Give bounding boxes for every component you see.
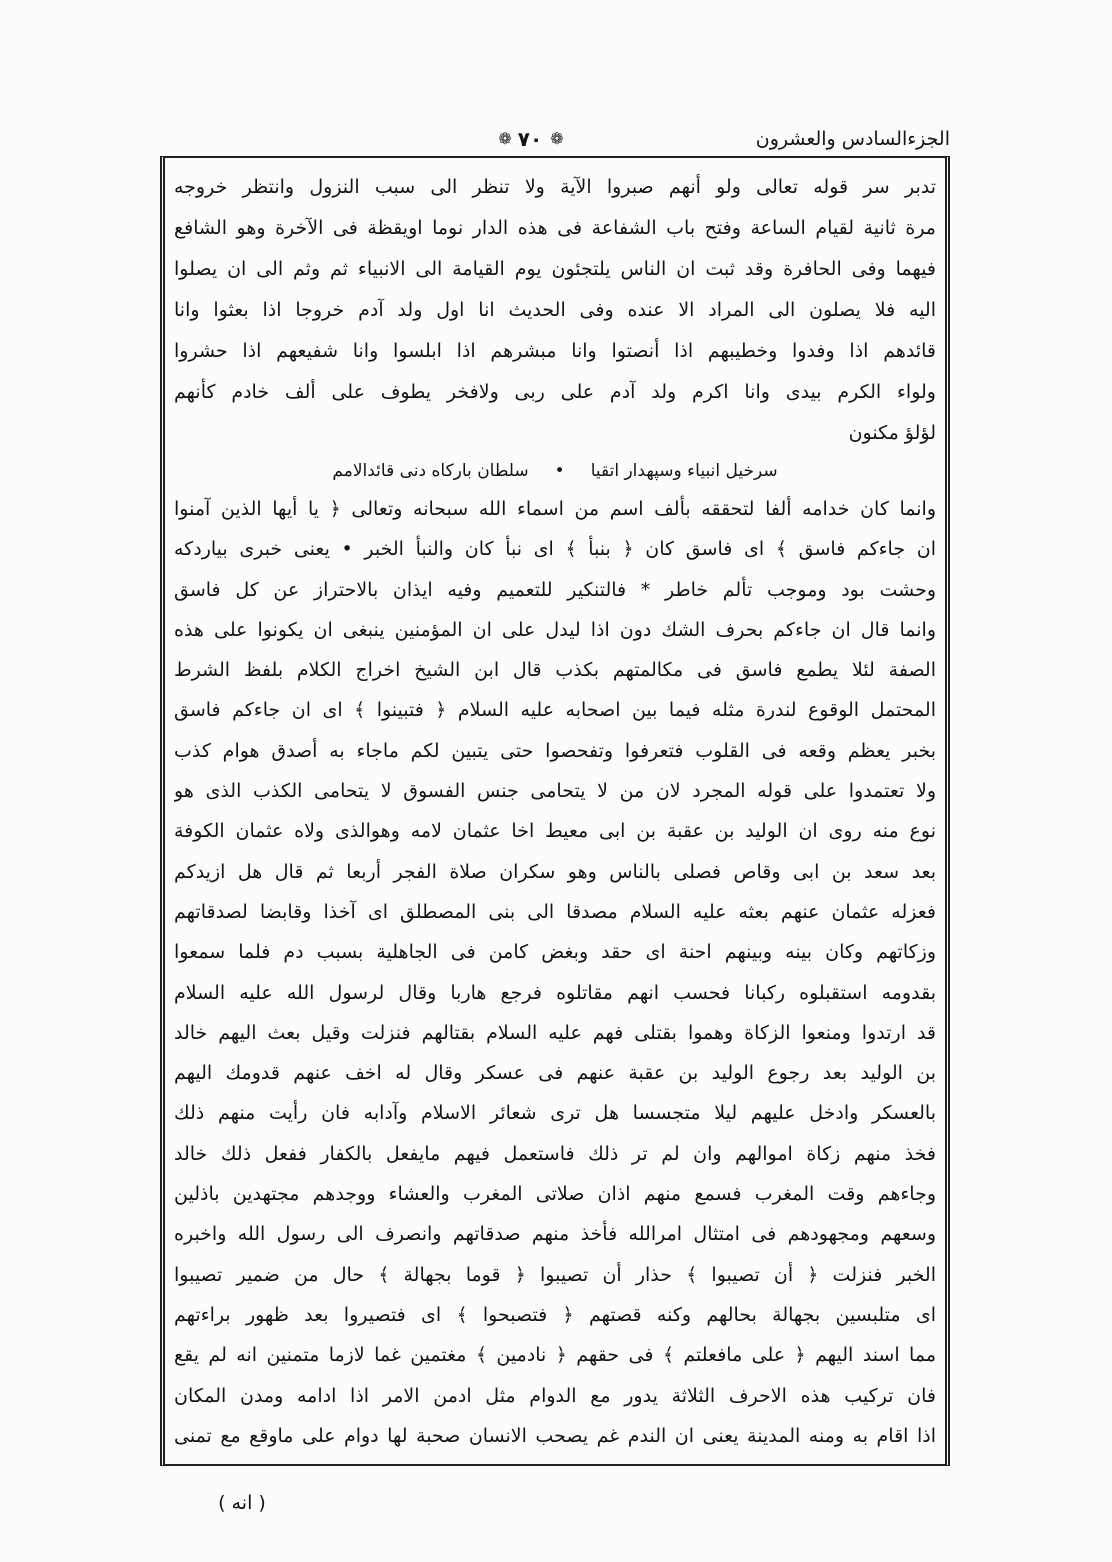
text-section-after-verse — [174, 489, 936, 1456]
verse-separator: • — [554, 461, 565, 481]
text-line: تدبر سر قوله تعالى ولو أنهم صبروا الآية ولا تنظر الى سبب النزول وانتظر خروجه — [174, 176, 936, 198]
page-number-group — [450, 124, 610, 154]
text-line: بالعسكر وادخل عليهم ليلا متجسسا هل ترى شعائر الاسلام وآدابه فان رأيت منهم ذلك — [174, 1102, 936, 1125]
text-line: بن الوليد بعد رجوع الوليد بن عقبة عنهم فى عسكر وقال له اخف عنهم قدومك اليهم — [174, 1062, 936, 1085]
page-number: ٧٠ — [517, 127, 543, 151]
text-line: وانما قال ان جاءكم بحرف الشك دون اذا ليدل على ان المؤمنين ينبغى ان يكونوا على هذه — [174, 618, 936, 641]
text-line: نوع منه روى ان الوليد بن عقبة بن ابى معيط اخا عثمان لامه وهوالذى ولاه عثمان الكوفة — [174, 820, 936, 843]
text-line: وانما كان خدامه ألفا لتحققه بألف اسم من اسماء الله سبحانه وتعالى ﴿ يا أيها الذين آمنوا — [174, 498, 936, 520]
text-line: وزكاتهم وكان بينه وبينهم احنة اى حقد وبغض كامن فى الجاهلية بسبب دم فلما سمعوا — [174, 941, 936, 964]
catchword: ( انه ) — [218, 1492, 266, 1514]
text-line: الصفة لئلا يطمع فاسق فى مكالمتهم بكذب قال ابن الشيخ اخراج الكلام بلفظ الشرط — [174, 659, 936, 682]
text-line: اى متلبسين بجهالة بحالهم وكنه قصتهم ﴿ فتصبحوا ﴾ اى فتصيروا بعد ظهور براءتهم — [174, 1303, 936, 1326]
text-line: المحتمل الوقوع لندرة مثله فيما بين اصحابه عليه السلام ﴿ فتبينوا ﴾ اى ان جاءكم فاسق — [174, 699, 936, 722]
text-line: ان جاءكم فاسق ﴾ اى فاسق كان ﴿ بنبأ ﴾ اى نبأ كان والنبأ الخبر • يعنى خبرى بياردكه — [174, 538, 936, 561]
text-line: بقدومه استقبلوه ركبانا فحسب انهم مقاتلوه فرجع هاربا وقال لرسول الله عليه السلام — [174, 981, 936, 1004]
text-line: بعد سعد بن ابى وقاص فصلى بالناس وهو سكران صلاة الفجر أربعا ثم قال هل ازيدكم — [174, 860, 936, 883]
text-line: الخبر فنزلت ﴿ أن تصيبوا ﴾ حذار أن تصيبوا ﴿ قوما بجهالة ﴾ حال من ضمير تصيبوا — [174, 1263, 936, 1286]
verse-second-hemistich: سلطان باركاه دنى قائدالامم — [332, 461, 529, 481]
text-line: فعزله عثمان عنهم بعثه عليه السلام مصدقا الى بنى المصطلق اى آخذا وقابضا لصدقاتهم — [174, 900, 936, 923]
main-text — [174, 167, 936, 1456]
verse-first-hemistich: سرخيل انبياء وسپهدار اتقيا — [590, 461, 778, 481]
text-line: فان تركيب هذه الاحرف الثلاثة يدور مع الدوام مثل ادمن الامر اذا ادامه ومدن المكان — [174, 1384, 936, 1407]
text-line: اليه فلا يصلون الى المراد الا عنده وفى الحديث انا اول ولد آدم خروجا اذا بعثوا وانا — [174, 299, 936, 321]
text-line: فيهما وفى الحافرة وقد ثبت ان الناس يلتجئون يوم القيامة الى الانبياء ثم وثم الى ان يصلوا — [174, 258, 936, 280]
text-line: فخذ منهم زكاة اموالهم وان لم تر ذلك فاستعمل فيهم مايفعل بالكفار ففعل ذلك خالد — [174, 1142, 936, 1165]
persian-verse — [174, 454, 936, 488]
text-line: وجاءهم وقت المغرب فسمع منهم اذان صلاتى المغرب والعشاء ووجدهم مجتهدين باذلين — [174, 1183, 936, 1206]
text-line: مرة ثانية لقيام الساعة وفتح باب الشفاعة فى هذه الدار نوما اويقظة فى الآخرة وهو الشافع — [174, 217, 936, 239]
text-line: قد ارتدوا ومنعوا الزكاة وهموا بقتلى فهم عليه السلام بقتالهم فنزلت وقيل بعث اليهم خالد — [174, 1021, 936, 1044]
text-line: قائدهم اذا وفدوا وخطيبهم اذا أنصتوا وانا مبشرهم اذا ابلسوا وانا شفيعهم اذا حشروا — [174, 340, 936, 362]
text-line: مما اسند اليهم ﴿ على مافعلتم ﴾ فى حقهم ﴿ نادمين ﴾ مغتمين غما لازما متمنين انه لم يقع — [174, 1344, 936, 1367]
text-line: ولواء الكرم بيدى وانا اكرم ولد آدم على ربى ولافخر يطوف على ألف خادم كأنهم — [174, 381, 936, 403]
ornament-icon: ❁ — [498, 129, 510, 148]
text-line: وحشت بود وموجب تألم خاطر * فالتنكير للتعميم وفيه ايذان بالاحتراز عن كل فاسق — [174, 578, 936, 601]
text-line: وسعهم ومجهودهم فى امتثال امرالله فأخذ منهم صدقاتهم وانصرف الى رسول الله واخبره — [174, 1223, 936, 1246]
text-line-short: لؤلؤ مكنون — [848, 422, 936, 444]
text-line: اذا اقام به ومنه المدينة يعنى ان الندم غم يصحب الانسان صحبة لها دوام على ماوقع مع تمنى — [174, 1424, 936, 1447]
running-title: الجزءالسادس والعشرون — [755, 128, 950, 150]
text-section-before-verse — [174, 167, 936, 454]
text-line: ولا تعتمدوا على قوله المجرد لان من لا يتحامى جنس الفسوق لا يتحامى الكذب الذى هو — [174, 780, 936, 803]
ornament-icon: ❁ — [550, 129, 562, 148]
text-line: بخبر يعظم وقعه فى القلوب فتعرفوا وتفحصوا حتى يتبين لكم ماجاء به أصدق هوام كذب — [174, 739, 936, 762]
